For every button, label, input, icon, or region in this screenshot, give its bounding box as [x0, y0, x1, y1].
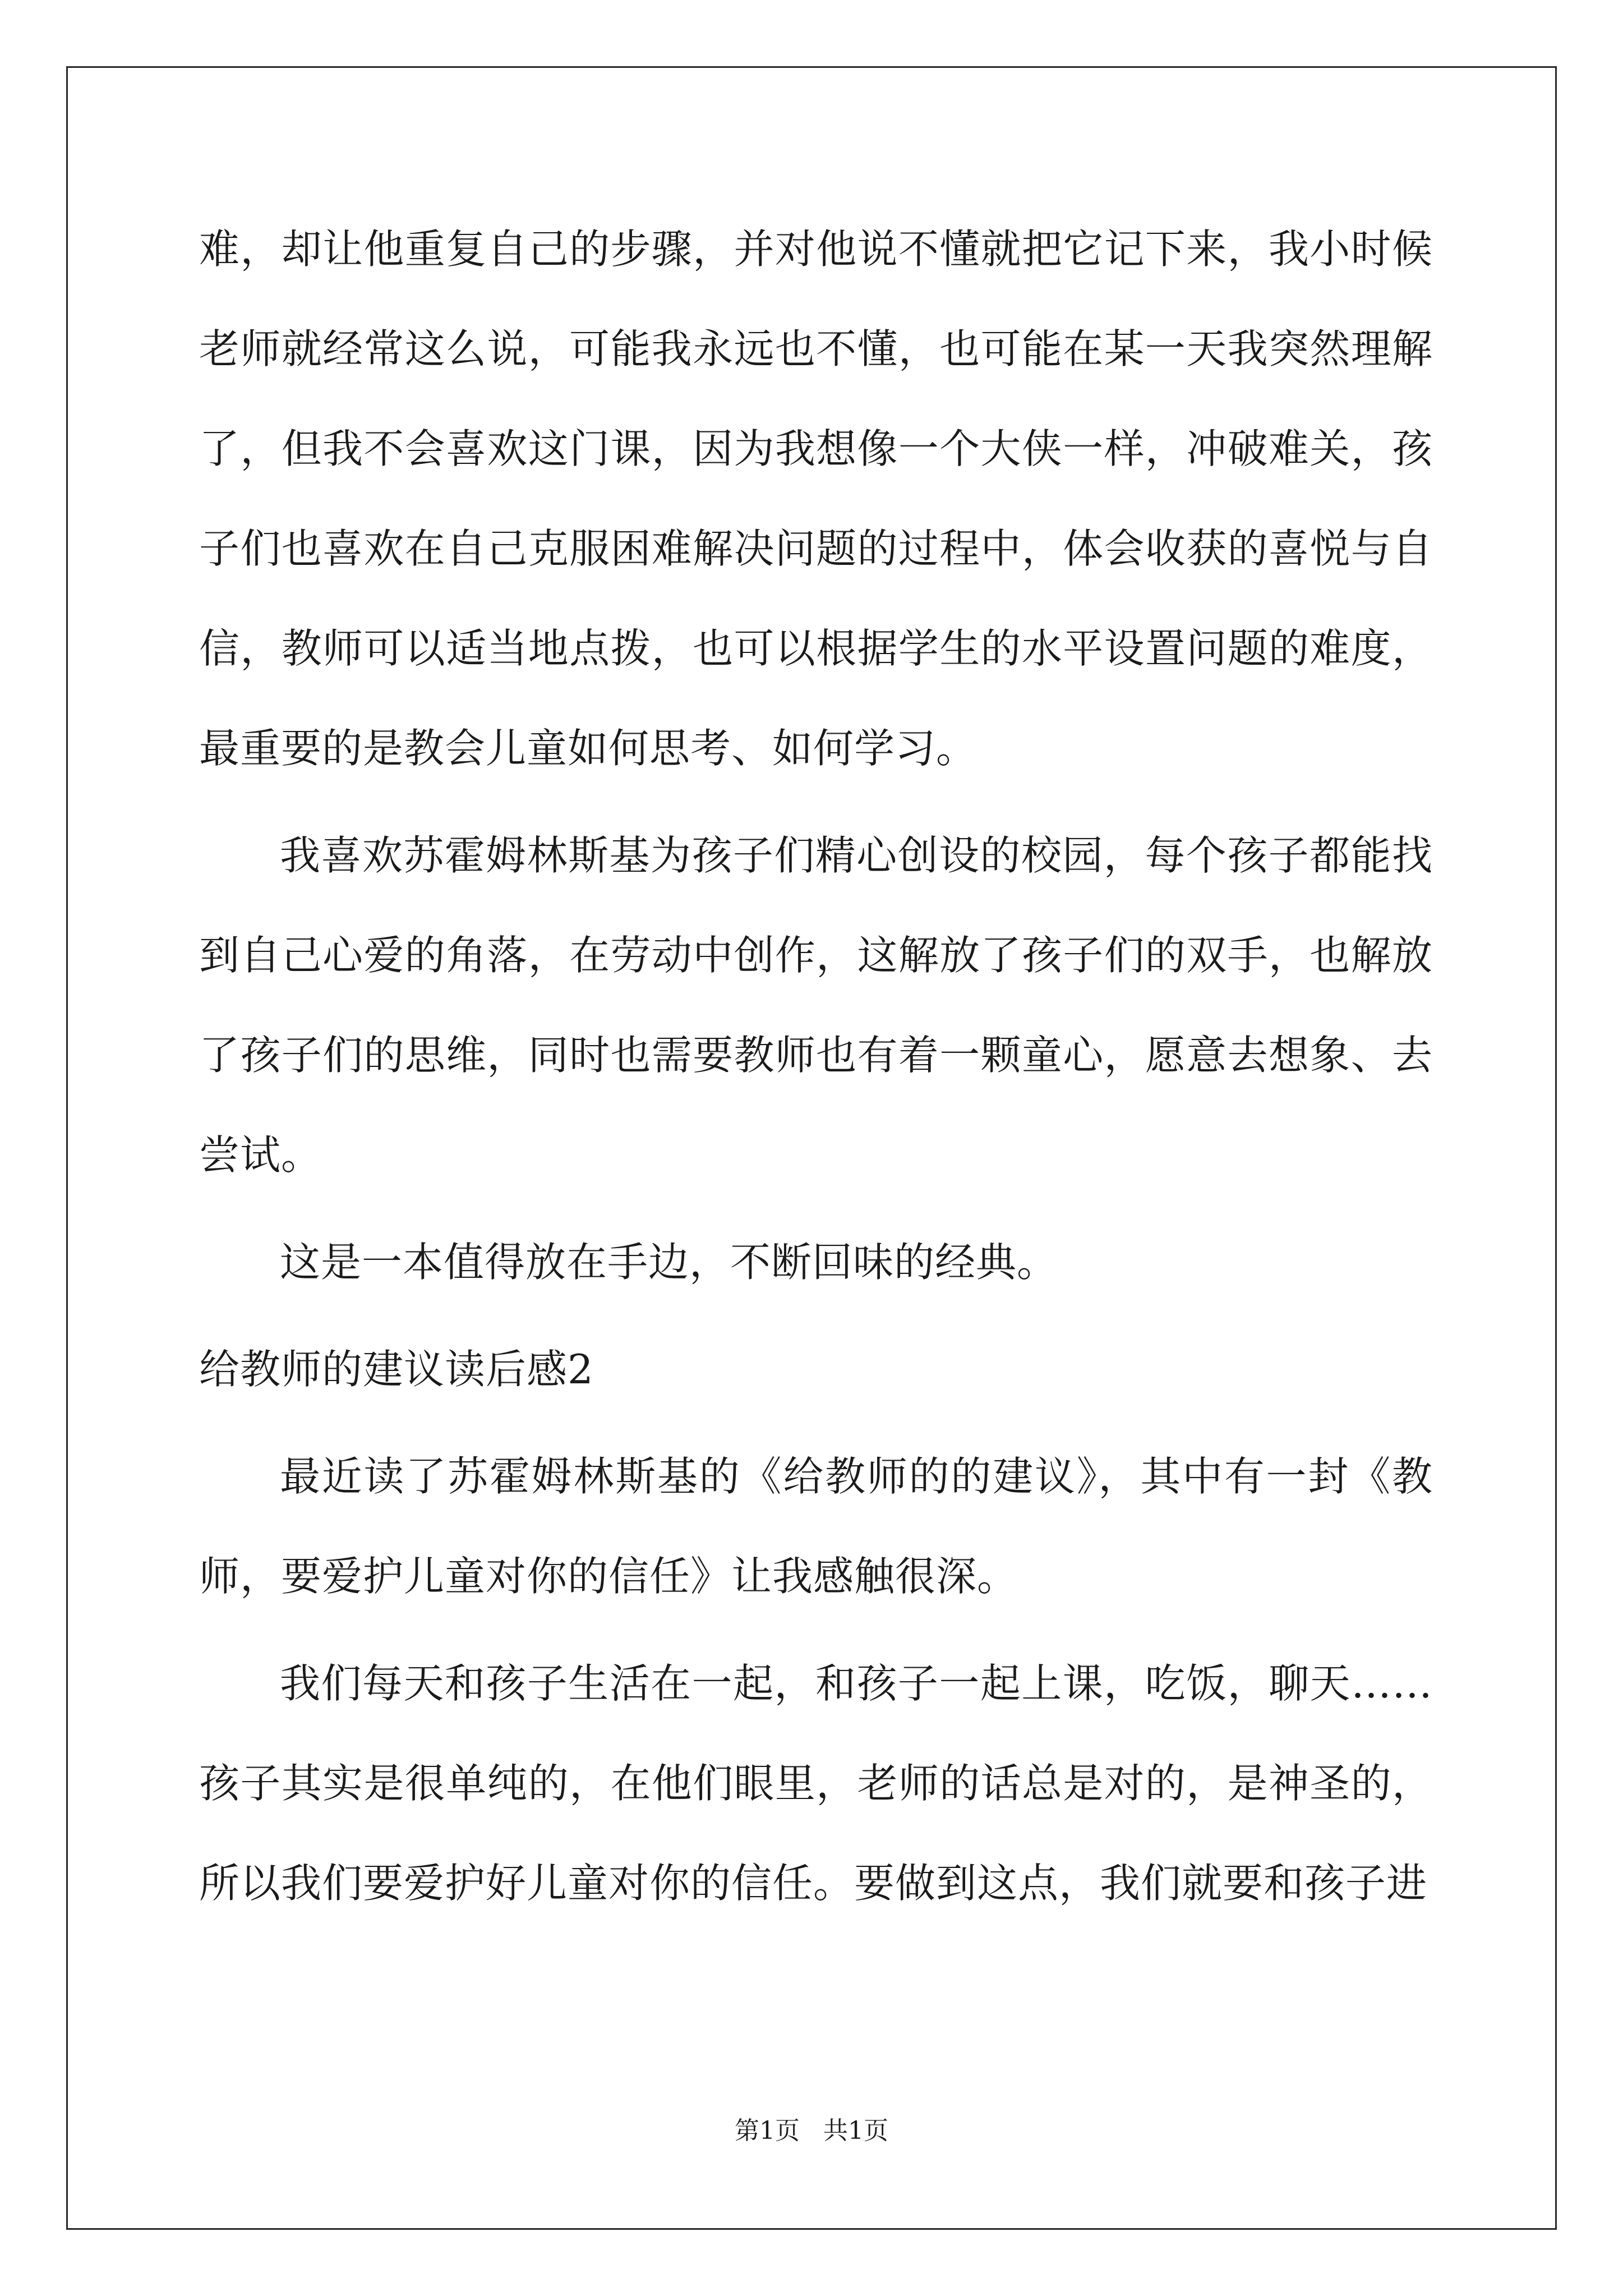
paragraph: 我们每天和孩子生活在一起，和孩子一起上课，吃饭，聊天……孩子其实是很单纯的，在他们眼里，老师的话总是对的，是神圣的，所以我们要爱护好儿童对你的信任。要做到这点，我们就要和孩子进 [199, 1660, 1433, 1907]
page-footer [0, 2110, 1623, 2146]
paragraph-continuation: 难，却让他重复自己的步骤，并对他说不懂就把它记下来，我小时候老师就经常这么说，可能我永远也不懂，也可能在某一天我突然理解了，但我不会喜欢这门课，因为我想像一个大侠一样，冲破难关，孩子们也喜欢在自己克服困难解决问题的过程中，体会收获的喜悦与自信，教师可以适当地点拨，也可以根据学生的水平设置问题的难度，最重要的是教会儿童如何思考、如何学习。 [199, 226, 1433, 772]
paragraph: 我喜欢苏霍姆林斯基为孩子们精心创设的校园，每个孩子都能找到自己心爱的角落，在劳动中创作，这解放了孩子们的双手，也解放了孩子们的思维，同时也需要教师也有着一颗童心，愿意去想象、去尝试。 [199, 832, 1433, 1179]
section-heading: 给教师的建议读后感2 [199, 1346, 594, 1393]
paragraph: 最近读了苏霍姆林斯基的《给教师的的建议》，其中有一封《教师，要爱护儿童对你的信任》让我感触很深。 [199, 1453, 1433, 1600]
paragraph: 这是一本值得放在手边，不断回味的经典。 [280, 1239, 1058, 1286]
page-number: 第1页 共1页 [735, 2116, 888, 2145]
document-body [199, 199, 1433, 1940]
